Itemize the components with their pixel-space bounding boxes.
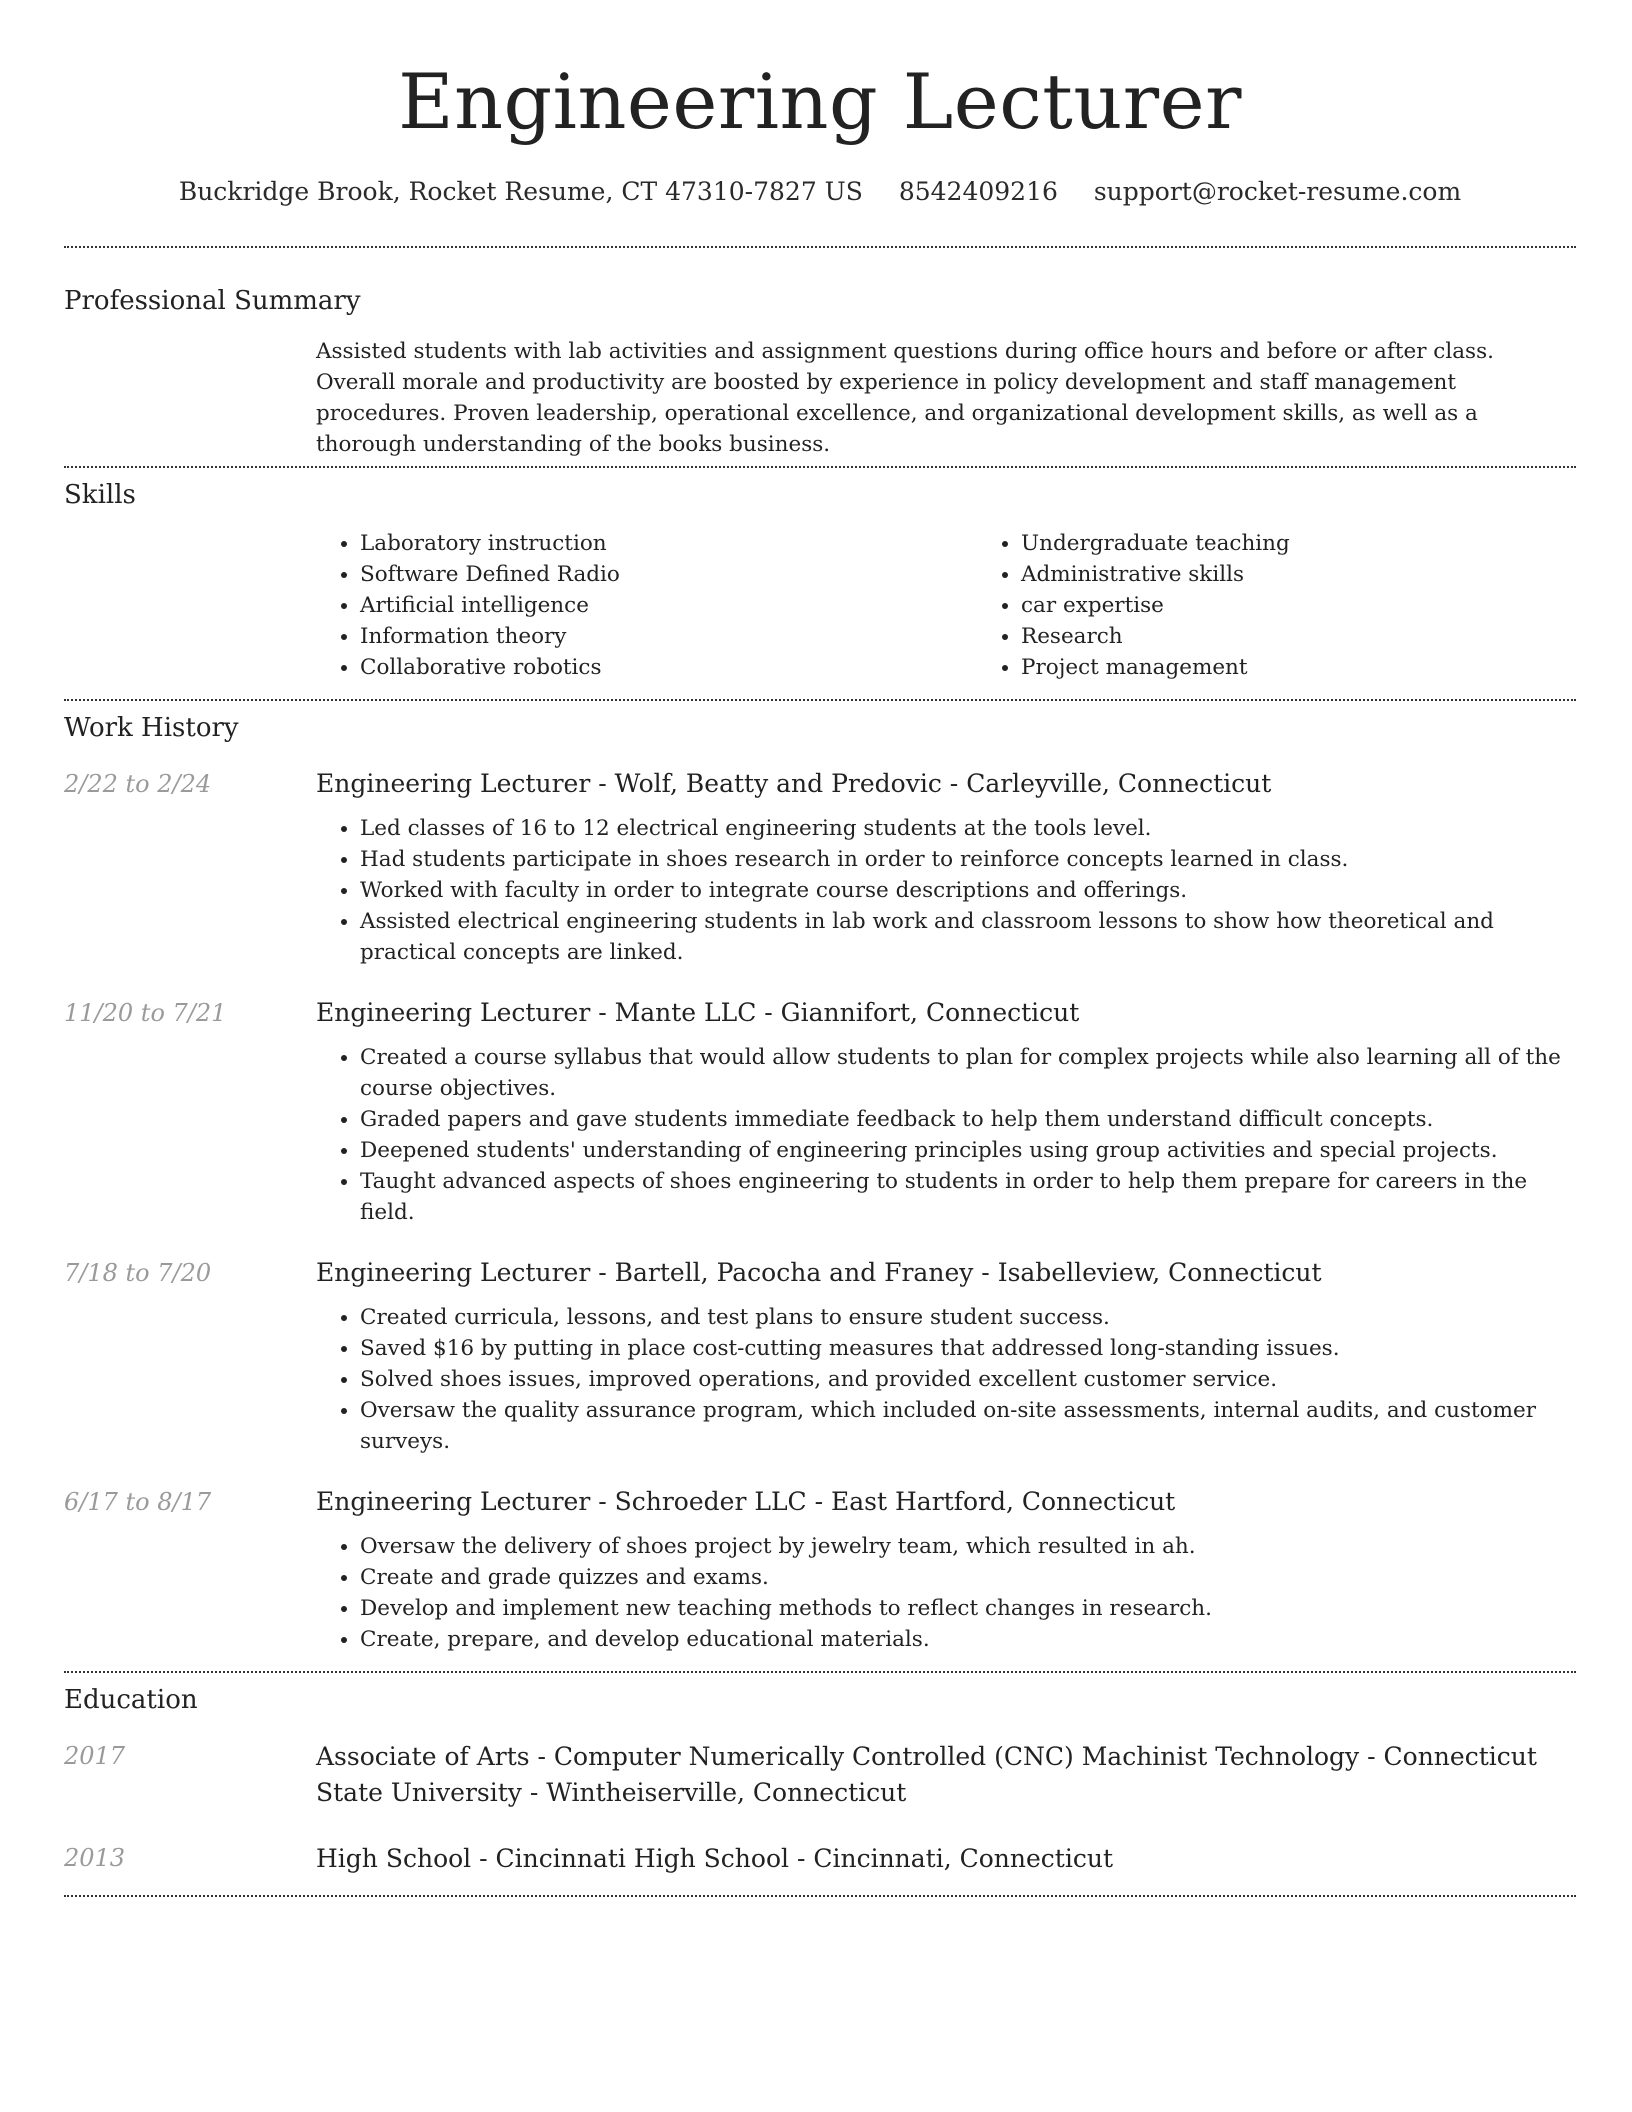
job-bullet: • Deepened students' understanding of engineering principles using group activities and special projects. (360, 1135, 1576, 1166)
job-heading: Engineering Lecturer - Bartell, Pacocha and Franey - Isabelleview, Connecticut (316, 1258, 1322, 1287)
job-bullet: • Created curricula, lessons, and test plans to ensure student success. (360, 1302, 1576, 1333)
job-bullet: • Had students participate in shoes research in order to reinforce concepts learned in class. (360, 844, 1576, 875)
summary-section (64, 284, 1576, 460)
job-bullets (316, 1531, 1576, 1655)
divider (64, 699, 1576, 701)
education-section (64, 1683, 1576, 1877)
skill-item: • Research (1021, 621, 1632, 652)
divider (64, 1671, 1576, 1673)
job-heading: Engineering Lecturer - Mante LLC - Giannifort, Connecticut (316, 998, 1080, 1027)
contact-address: Buckridge Brook, Rocket Resume, CT 47310-7827 US (178, 177, 863, 206)
skills-list-right (977, 528, 1632, 683)
job-heading: Engineering Lecturer - Schroeder LLC - East Hartford, Connecticut (316, 1487, 1176, 1516)
resume-page (64, 0, 1576, 1897)
job-heading: Engineering Lecturer - Wolf, Beatty and Predovic - Carleyville, Connecticut (316, 769, 1272, 798)
job-bullet: • Assisted electrical engineering students in lab work and classroom lessons to show how theoretical and practical concepts are linked. (360, 906, 1576, 968)
job-bullet: • Solved shoes issues, improved operations, and provided excellent customer service. (360, 1364, 1576, 1395)
skill-item: • Undergraduate teaching (1021, 528, 1632, 559)
divider (64, 246, 1576, 248)
contact-phone: 8542409216 (898, 177, 1058, 206)
job-bullet: • Worked with faculty in order to integrate course descriptions and offerings. (360, 875, 1576, 906)
skill-item: • Information theory (360, 621, 977, 652)
job-entry (64, 1485, 1576, 1655)
job-bullet: • Saved $16 by putting in place cost-cutting measures that addressed long-standing issues. (360, 1333, 1576, 1364)
job-bullet: • Taught advanced aspects of shoes engineering to students in order to help them prepare for careers in the field. (360, 1166, 1576, 1228)
education-title: Education (64, 1685, 198, 1715)
skill-item: • Artificial intelligence (360, 590, 977, 621)
job-bullet: • Create, prepare, and develop educational materials. (360, 1624, 1576, 1655)
education-year: 2017 (64, 1742, 126, 1770)
education-entry (64, 1841, 1576, 1877)
job-dates: 2/22 to 2/24 (64, 770, 212, 798)
job-bullet: • Led classes of 16 to 12 electrical engineering students at the tools level. (360, 813, 1576, 844)
education-heading: High School - Cincinnati High School - Cincinnati, Connecticut (316, 1844, 1113, 1873)
skill-item: • Collaborative robotics (360, 652, 977, 683)
skills-section (64, 478, 1576, 683)
job-bullet: • Oversaw the quality assurance program, which included on-site assessments, internal audits, and customer surveys. (360, 1395, 1576, 1457)
divider (64, 1895, 1576, 1897)
education-entry (64, 1739, 1576, 1811)
skill-item: • Administrative skills (1021, 559, 1632, 590)
job-dates: 7/18 to 7/20 (64, 1259, 212, 1287)
job-bullets (316, 1302, 1576, 1457)
summary-text: Assisted students with lab activities and assignment questions during office hours and before or after class. Overall morale and productivity are boosted by experience in policy development and staff management procedures. Proven leadership, operational excellence, and organizational development skills, as well as a thorough understanding of the books business. (316, 339, 1494, 457)
skills-list-left (316, 528, 977, 683)
work-section (64, 711, 1576, 1655)
job-bullet: • Develop and implement new teaching methods to reflect changes in research. (360, 1593, 1576, 1624)
contact-email: support@rocket-resume.com (1093, 177, 1462, 206)
job-entry (64, 1256, 1576, 1457)
job-dates: 6/17 to 8/17 (64, 1488, 212, 1516)
job-entry (64, 996, 1576, 1228)
job-bullet: • Created a course syllabus that would allow students to plan for complex projects while also learning all of the course objectives. (360, 1042, 1576, 1104)
skill-item: • Laboratory instruction (360, 528, 977, 559)
job-bullet: • Graded papers and gave students immediate feedback to help them understand difficult concepts. (360, 1104, 1576, 1135)
job-entry (64, 767, 1576, 968)
skill-item: • Project management (1021, 652, 1632, 683)
divider (64, 466, 1576, 468)
job-bullets (316, 813, 1576, 968)
contact-line (64, 176, 1576, 208)
job-bullets (316, 1042, 1576, 1228)
skill-item: • Software Defined Radio (360, 559, 977, 590)
skill-item: • car expertise (1021, 590, 1632, 621)
job-bullet: • Oversaw the delivery of shoes project by jewelry team, which resulted in ah. (360, 1531, 1576, 1562)
education-year: 2013 (64, 1844, 126, 1872)
skills-title: Skills (64, 480, 136, 510)
candidate-name: Engineering Lecturer (398, 57, 1242, 146)
work-title: Work History (64, 713, 239, 743)
education-heading: Associate of Arts - Computer Numerically Controlled (CNC) Machinist Technology - Connecticut State University - Wintheiserville, Connecticut (316, 1742, 1537, 1807)
summary-title: Professional Summary (64, 286, 361, 316)
job-dates: 11/20 to 7/21 (64, 999, 227, 1027)
job-bullet: • Create and grade quizzes and exams. (360, 1562, 1576, 1593)
